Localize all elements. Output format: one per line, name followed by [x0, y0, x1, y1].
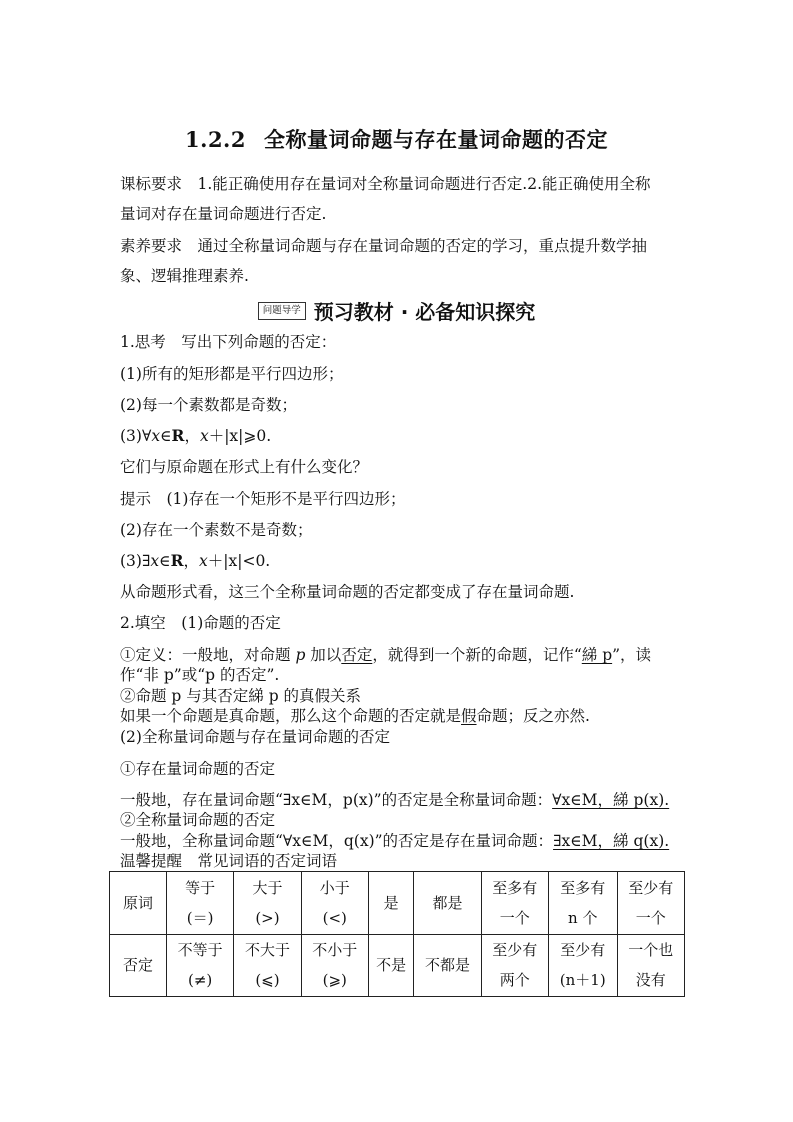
universal-negation-text [120, 831, 669, 851]
cell-line: 没有 [635, 971, 666, 990]
table-cell [548, 934, 617, 997]
table-cell [301, 872, 368, 935]
existential-negation-heading: ①存在量词命题的否定 [120, 760, 276, 778]
cell-line: n 个 [568, 908, 598, 927]
table-cell [481, 934, 548, 997]
table-cell: 不都是 [414, 934, 481, 997]
truth-relation-text [120, 706, 590, 726]
real-set: R [171, 426, 185, 445]
cell-line: 不大于 [244, 941, 290, 960]
cell-line: 至少有 [560, 941, 606, 960]
think-item-3 [120, 426, 271, 446]
definition-line1 [120, 645, 651, 665]
text: 如果一个命题是真命题，那么这个命题的否定就是 [120, 707, 462, 725]
text: 命题；反之亦然. [476, 707, 590, 725]
literacy-requirement-line1: 素养要求 通过全称量词命题与存在量词命题的否定的学习，重点提升数学抽 [120, 237, 648, 255]
cell-line: (⩽) [255, 971, 280, 990]
cell-line: (⩾) [322, 971, 347, 990]
cell-line: 一个 [635, 908, 666, 927]
inequality-tail: ＋|x|<0. [207, 552, 271, 570]
table-cell [548, 872, 617, 935]
table-row-original [110, 872, 685, 935]
cell-line: 至多有 [560, 878, 606, 897]
hint-line-3 [120, 551, 270, 571]
section-title-text: 全称量词命题与存在量词命题的否定 [263, 127, 608, 152]
inequality-tail: ＋|x|⩾0. [208, 427, 272, 445]
fill-heading: 2.填空 (1)命题的否定 [120, 614, 281, 632]
table-cell: 是 [368, 872, 413, 935]
section-title [0, 124, 793, 154]
cell-line: 一个也 [628, 941, 674, 960]
cell-line: 至少有 [492, 941, 538, 960]
banner-heading: 预习教材 · 必备知识探究 [313, 300, 536, 324]
cell-line: 两个 [499, 971, 530, 990]
cell-line: (<) [322, 908, 347, 927]
cell-line: 不等于 [177, 941, 223, 960]
curriculum-requirement-line1: 课标要求 1.能正确使用存在量词对全称量词命题进行否定.2.能正确使用全称 [120, 175, 651, 193]
think-heading: 1.思考 写出下列命题的否定： [120, 333, 337, 351]
cell-line: 不小于 [312, 941, 358, 960]
cell-line: 一个 [499, 908, 530, 927]
table-cell: 否定 [110, 934, 167, 997]
blank-answer: ∃x∈M，綈 q(x). [553, 832, 670, 850]
table-cell [234, 872, 301, 935]
text: ①定义：一般地，对命题 [120, 646, 296, 664]
curriculum-requirement-line2: 量词对存在量词命题进行否定. [120, 205, 327, 223]
cell-line: 小于 [319, 878, 350, 897]
table-cell [234, 934, 301, 997]
forall-symbol: (3)∀ [120, 427, 152, 445]
hint-line-2: (2)存在一个素数不是奇数； [120, 521, 313, 539]
negation-words-table [109, 871, 685, 997]
hint-line-1: 提示 (1)存在一个矩形不是平行四边形； [120, 490, 406, 508]
cell-line: (＝) [186, 908, 214, 927]
existential-negation-text [120, 790, 669, 810]
table-cell: 原词 [110, 872, 167, 935]
comma: ， [184, 427, 200, 445]
var-x: x [199, 427, 209, 445]
cell-line: (>) [255, 908, 280, 927]
blank-answer: 綈 p [581, 646, 613, 664]
blank-answer: 否定 [341, 646, 373, 664]
cell-line: 至少有 [628, 878, 674, 897]
table-cell [617, 872, 684, 935]
tip-heading: 温馨提醒 常见词语的否定词语 [120, 852, 338, 870]
cell-line: 至多有 [492, 878, 538, 897]
cell-line: 大于 [252, 878, 283, 897]
text: 一般地，存在量词命题“∃x∈M，p(x)”的否定是全称量词命题： [120, 791, 553, 809]
think-question: 它们与原命题在形式上有什么变化？ [120, 458, 369, 476]
table-cell [481, 872, 548, 935]
in-symbol: ∈ [159, 552, 171, 570]
section-number: 1.2.2 [185, 127, 246, 152]
in-symbol: ∈ [160, 427, 172, 445]
table-cell [167, 934, 234, 997]
table-cell [167, 872, 234, 935]
blank-answer: ∀x∈M，綈 p(x). [552, 791, 670, 809]
text: ”，读 [612, 646, 652, 664]
definition-line2: 作“非 p”或“p 的否定”. [120, 666, 280, 684]
var-x: x [150, 552, 160, 570]
exists-symbol: (3)∃ [120, 552, 151, 570]
think-item-1: (1)所有的矩形都是平行四边形； [120, 365, 344, 383]
section-banner [0, 296, 793, 325]
subsection-2-heading: (2)全称量词命题与存在量词命题的否定 [120, 728, 390, 746]
var-x: x [199, 552, 208, 570]
var-p: p [295, 646, 306, 664]
comma: ， [183, 552, 200, 570]
var-x: x [151, 427, 161, 445]
truth-relation-heading: ②命题 p 与其否定綈 p 的真假关系 [120, 687, 362, 705]
real-set: R [170, 551, 184, 570]
think-item-2: (2)每一个素数都是奇数； [120, 396, 297, 414]
table-cell [301, 934, 368, 997]
text: 加以 [305, 646, 342, 664]
literacy-requirement-line2: 象、逻辑推理素养. [120, 267, 249, 285]
text: ，就得到一个新的命题，记作“ [372, 646, 582, 664]
cell-line: 等于 [185, 878, 216, 897]
table-row-negation [110, 934, 685, 997]
cell-line: (n＋1) [559, 971, 606, 990]
table-cell: 都是 [414, 872, 481, 935]
table-cell: 不是 [368, 934, 413, 997]
cell-line: (≠) [188, 971, 213, 990]
text: 一般地，全称量词命题“∀x∈M，q(x)”的否定是存在量词命题： [120, 832, 554, 850]
banner-tag: 问题导学 [258, 302, 306, 320]
universal-negation-heading: ②全称量词命题的否定 [120, 811, 276, 829]
blank-answer: 假 [461, 707, 477, 725]
table-cell [617, 934, 684, 997]
think-conclusion: 从命题形式看，这三个全称量词命题的否定都变成了存在量词命题. [120, 583, 575, 601]
